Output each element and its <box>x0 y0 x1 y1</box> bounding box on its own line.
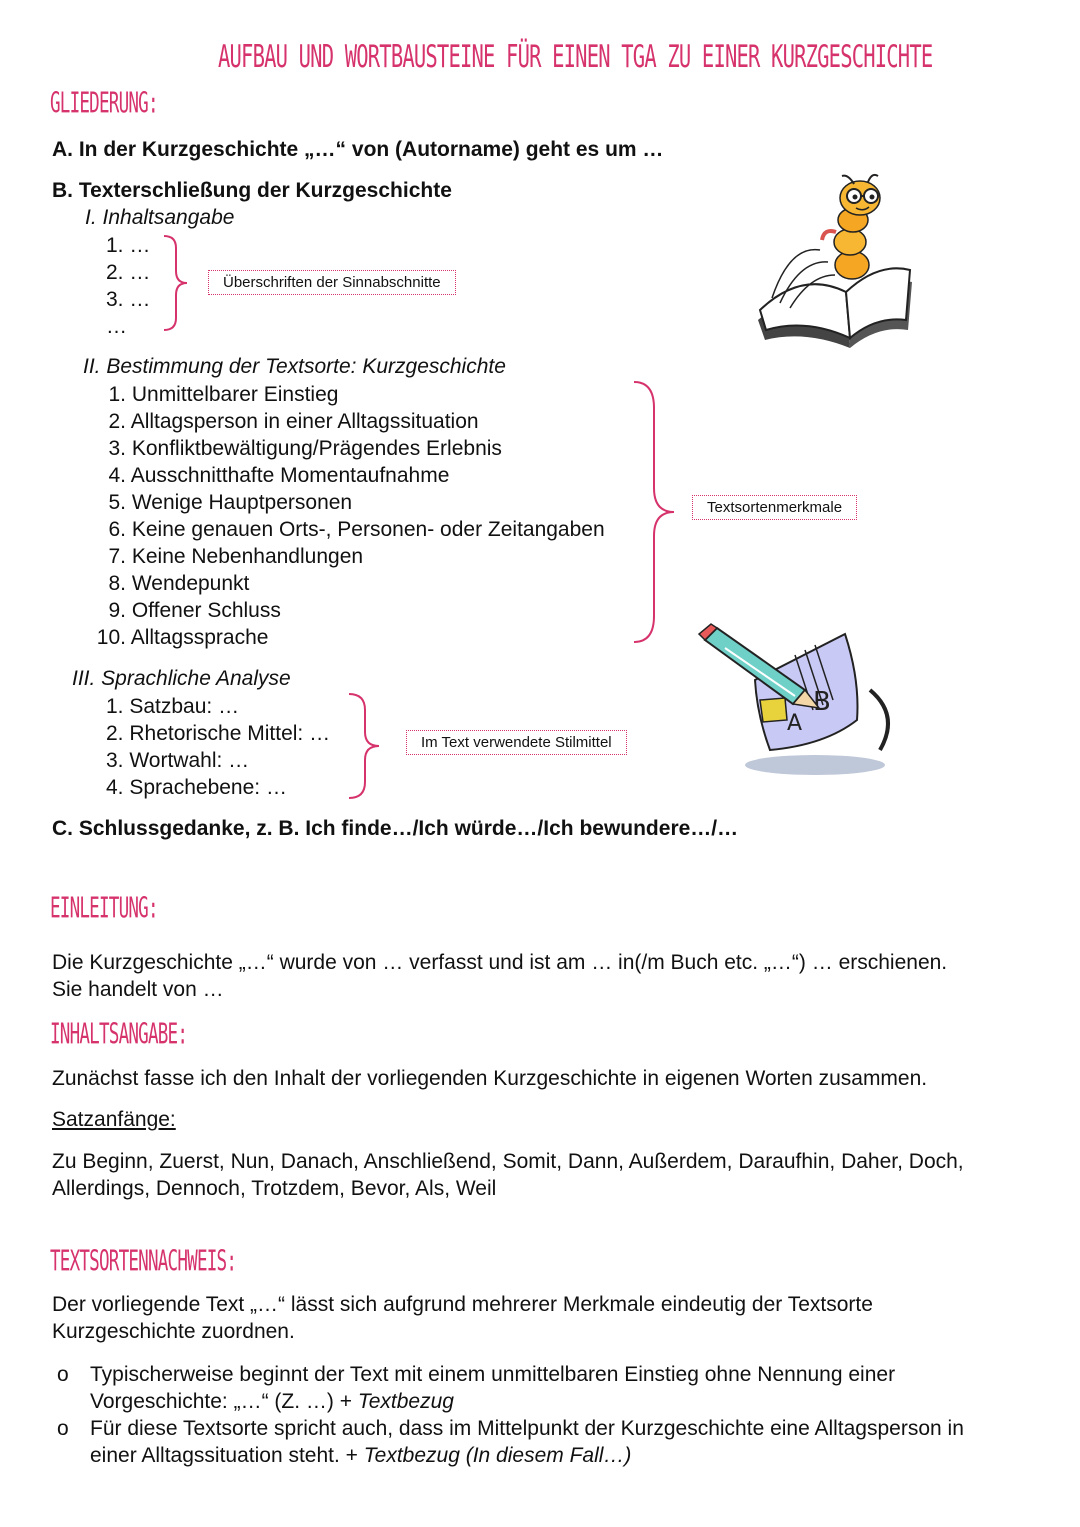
outline-b-i-heading: I. Inhaltsangabe <box>85 206 235 229</box>
list-item: 9. Offener Schluss <box>108 599 281 622</box>
inhaltsangabe-outline-list <box>106 232 150 340</box>
textsorte-merkmale-list <box>92 381 605 651</box>
svg-text:B: B <box>813 687 831 717</box>
satzanfaenge-line-1: Zu Beginn, Zuerst, Nun, Danach, Anschließend, Somit, Dann, Außerdem, Daraufhin, Daher, Doch, <box>52 1150 964 1173</box>
bullet-1-line-2: Vorgeschichte: „…“ (Z. …) + Textbezug <box>90 1390 454 1413</box>
sprachliche-analyse-list <box>106 693 330 801</box>
outline-b-iii-heading: III. Sprachliche Analyse <box>72 667 291 690</box>
svg-text:A: A <box>787 711 803 736</box>
list-item: 1. Satzbau: … <box>106 695 240 718</box>
textsortennachweis-line-2: Kurzgeschichte zuordnen. <box>52 1320 295 1343</box>
list-item: 5. Wenige Hauptpersonen <box>108 491 353 514</box>
list-item: 3. … <box>106 288 151 311</box>
annotation-box-textsortenmerkmale: Textsortenmerkmale <box>692 495 857 520</box>
list-item: 7. Keine Nebenhandlungen <box>108 545 364 568</box>
curly-brace-icon <box>160 233 190 333</box>
curly-brace-icon <box>630 378 680 646</box>
list-item: 2. Rhetorische Mittel: … <box>106 722 331 745</box>
list-item: 3. Wortwahl: … <box>106 749 250 772</box>
list-item: 1. Unmittelbarer Einstieg <box>108 383 339 406</box>
einleitung-line-2: Sie handelt von … <box>52 978 224 1001</box>
pencil-paper-icon <box>695 620 905 780</box>
list-item: … <box>106 315 127 338</box>
list-item: 6. Keine genauen Orts-, Personen- oder Zeitangaben <box>108 518 605 541</box>
list-item: 1. … <box>106 234 151 257</box>
list-item: 4. Sprachebene: … <box>106 776 287 799</box>
section-heading-textsortennachweis: TEXTSORTENNACHWEIS: <box>50 1246 237 1279</box>
list-item: 8. Wendepunkt <box>108 572 250 595</box>
bullet-2-line-2: einer Alltagssituation steht. + Textbezug (In diesem Fall…) <box>90 1444 632 1467</box>
section-heading-einleitung: EINLEITUNG: <box>50 893 158 926</box>
outline-c: C. Schlussgedanke, z. B. Ich finde…/Ich würde…/Ich bewundere…/… <box>52 817 739 840</box>
bookworm-book-icon <box>750 170 920 360</box>
einleitung-line-1: Die Kurzgeschichte „…“ wurde von … verfasst und ist am … in(/m Buch etc. „…“) … erschienen. <box>52 951 948 974</box>
inhaltsangabe-text: Zunächst fasse ich den Inhalt der vorliegenden Kurzgeschichte in eigenen Worten zusammen. <box>52 1067 928 1090</box>
satzanfaenge-line-2: Allerdings, Dennoch, Trotzdem, Bevor, Als, Weil <box>52 1177 497 1200</box>
outline-a: A. In der Kurzgeschichte „…“ von (Autorname) geht es um … <box>52 138 664 161</box>
list-item: 2. … <box>106 261 151 284</box>
page-title: AUFBAU UND WORTBAUSTEINE FÜR EINEN TGA ZU EINER KURZGESCHICHTE <box>218 38 933 75</box>
list-item: 3. Konfliktbewältigung/Prägendes Erlebnis <box>108 437 502 460</box>
list-item: 10. Alltagssprache <box>96 626 269 649</box>
outline-b-ii-heading: II. Bestimmung der Textsorte: Kurzgeschichte <box>83 355 506 378</box>
curly-brace-icon <box>345 690 385 802</box>
bullet-2-line-1: Für diese Textsorte spricht auch, dass im Mittelpunkt der Kurzgeschichte eine Alltagsperson in <box>90 1417 964 1440</box>
satzanfaenge-label: Satzanfänge: <box>52 1108 176 1131</box>
bullet-1-line-1: Typischerweise beginnt der Text mit einem unmittelbaren Einstieg ohne Nennung einer <box>90 1363 896 1386</box>
annotation-box-sinnabschnitte: Überschriften der Sinnabschnitte <box>208 270 456 295</box>
list-item: 4. Ausschnitthafte Momentaufnahme <box>108 464 450 487</box>
annotation-box-stilmittel: Im Text verwendete Stilmittel <box>406 730 627 755</box>
list-item: 2. Alltagsperson in einer Alltagssituation <box>108 410 479 433</box>
bullet-marker: o <box>57 1363 69 1386</box>
section-heading-inhaltsangabe: INHALTSANGABE: <box>50 1019 188 1052</box>
textsortennachweis-line-1: Der vorliegende Text „…“ lässt sich aufgrund mehrerer Merkmale eindeutig der Textsorte <box>52 1293 873 1316</box>
section-heading-gliederung: GLIEDERUNG: <box>50 88 158 121</box>
outline-b: B. Texterschließung der Kurzgeschichte <box>52 179 452 202</box>
bullet-marker: o <box>57 1417 69 1440</box>
